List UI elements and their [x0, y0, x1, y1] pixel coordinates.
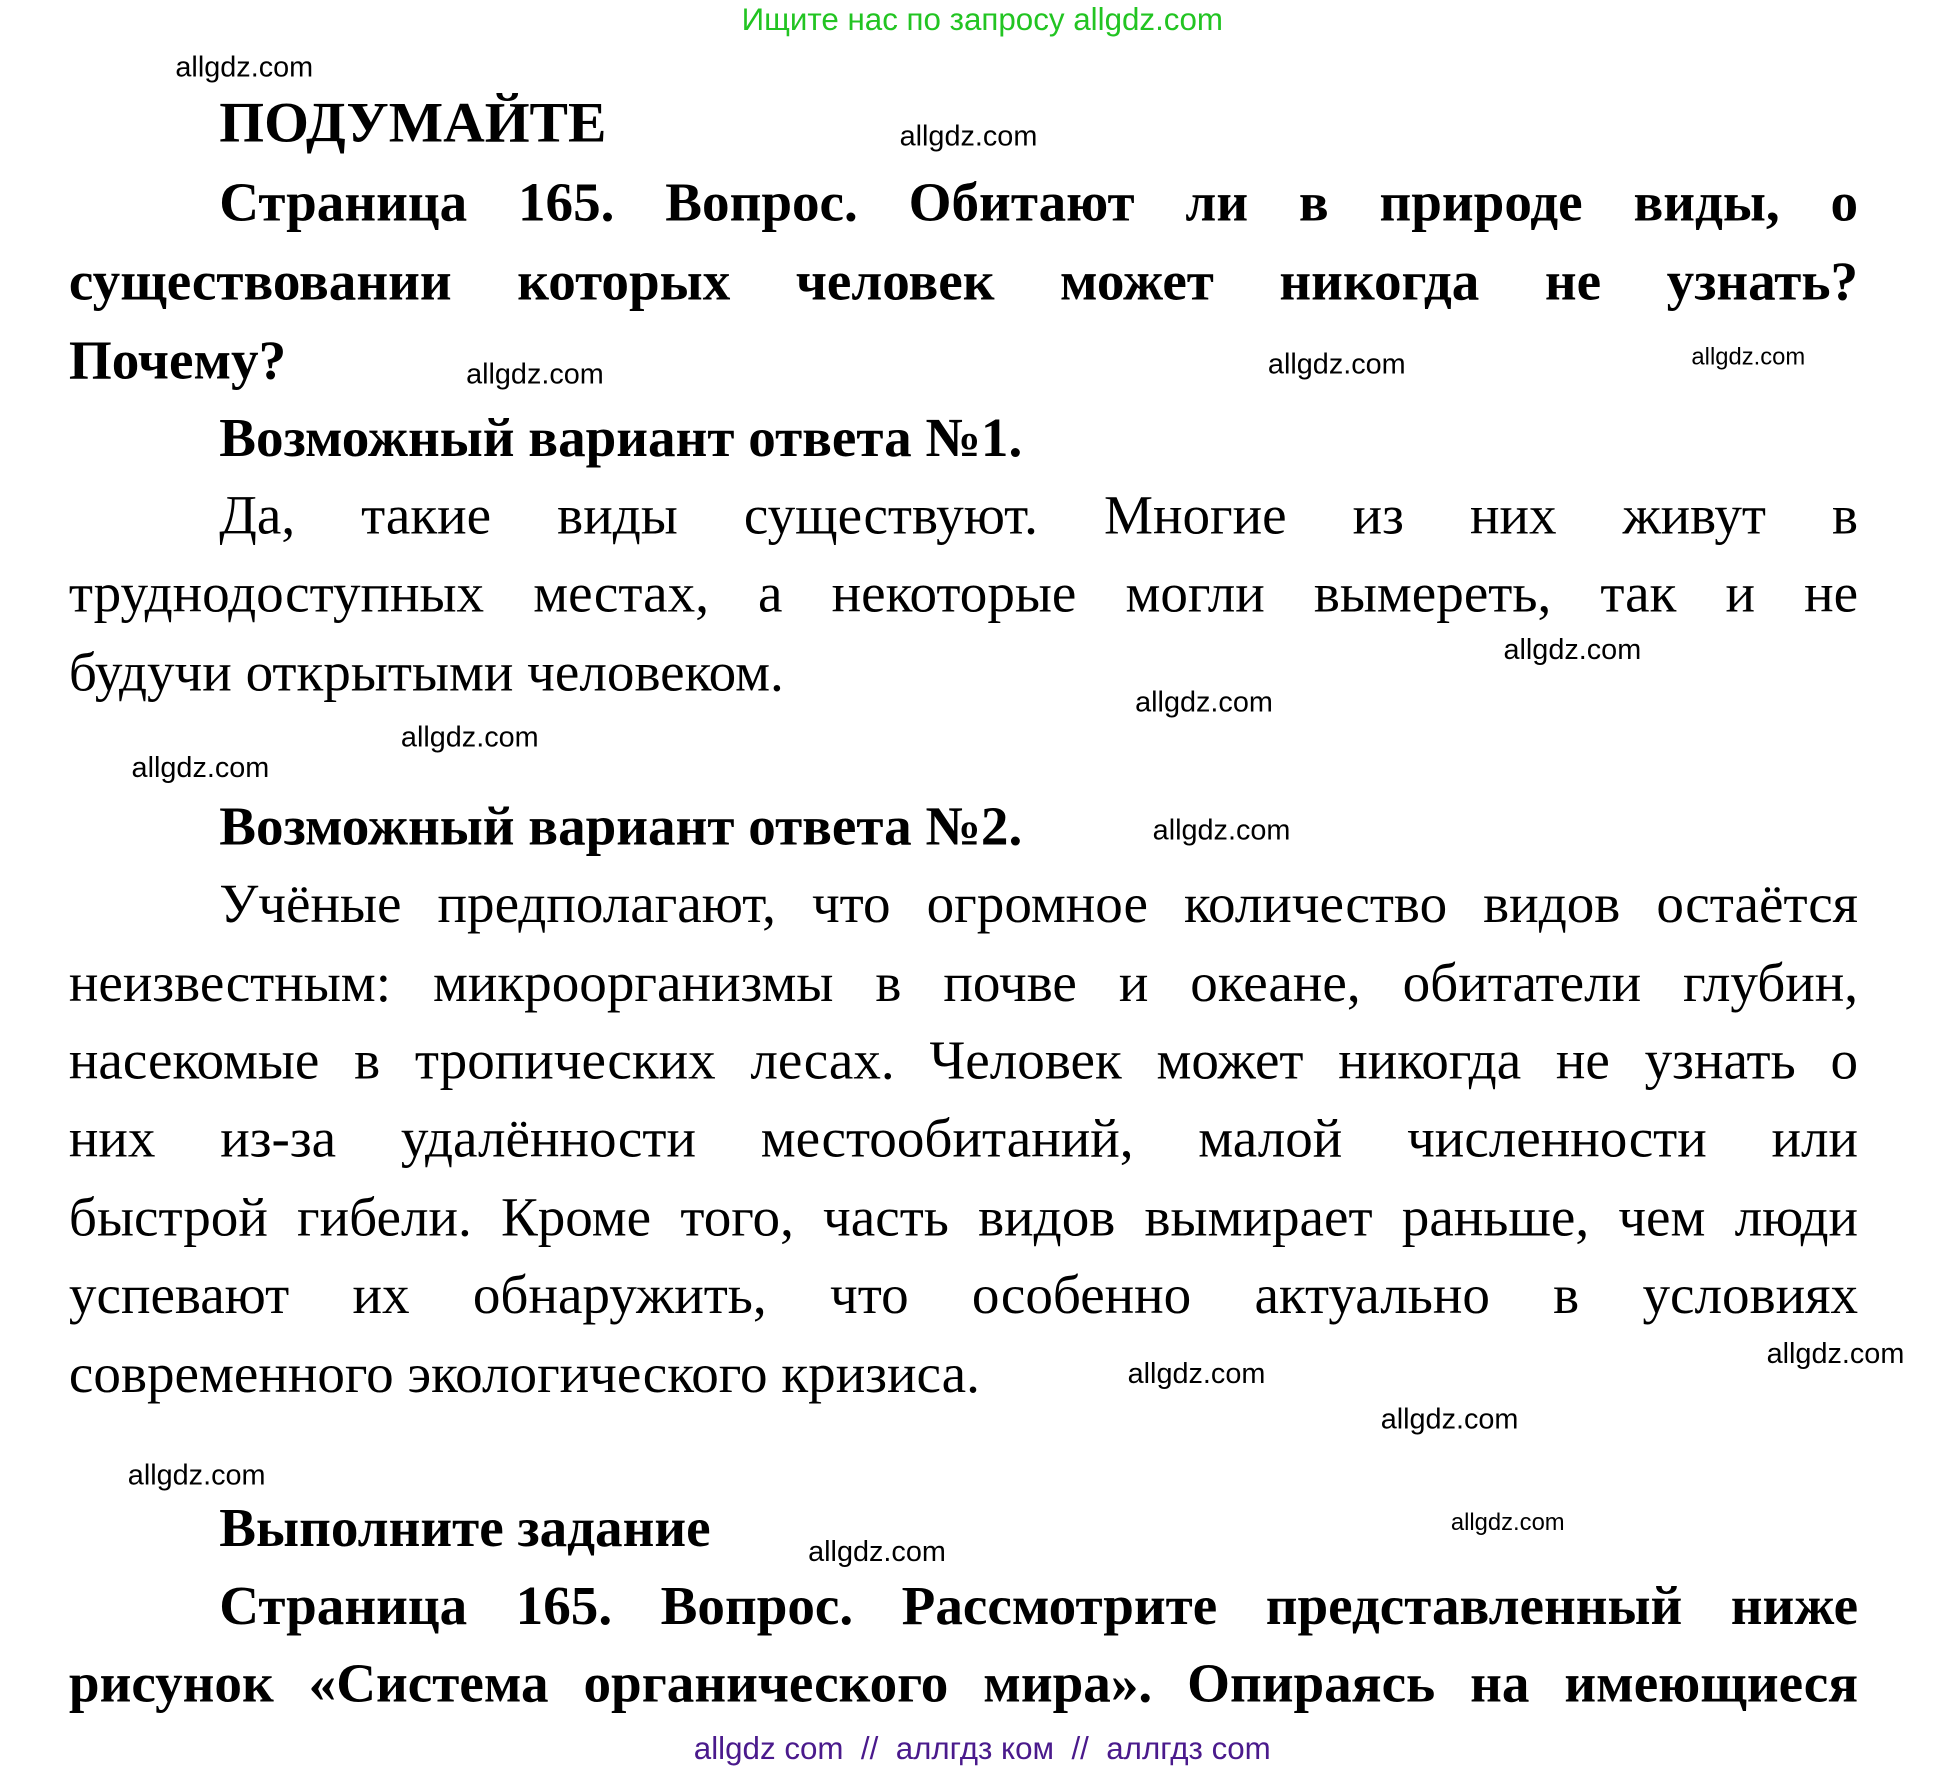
watermark: allgdz.com — [1450, 1509, 1565, 1537]
watermark: allgdz.com — [131, 750, 270, 784]
watermark: allgdz.com — [466, 357, 604, 390]
watermark: allgdz.com — [1380, 1401, 1519, 1435]
answer-line: Учёные предполагают, что огромное количество видов остаётся — [219, 873, 1859, 935]
answer1-heading: Возможный вариант ответа №1. — [219, 407, 1023, 469]
watermark: allgdz.com — [1152, 813, 1291, 846]
answer-line: успевают их обнаружить, что особенно актуально в условиях — [68, 1264, 1859, 1326]
answer-line: Да, такие виды существуют. Многие из них живут в — [219, 484, 1859, 547]
answer2-heading: Возможный вариант ответа №2. — [219, 795, 1023, 857]
answer-line: будучи открытыми человеком. — [68, 641, 784, 703]
question-line: рисунок «Система органического мира». Опираясь на имеющиеся — [68, 1652, 1859, 1714]
question-line: существовании которых человек может никогда не узнать? — [68, 250, 1859, 312]
watermark: allgdz.com — [1503, 632, 1642, 666]
watermark: allgdz.com — [1127, 1356, 1266, 1390]
watermark: allgdz.com — [1691, 344, 1806, 371]
question-line: Страница 165. Вопрос. Обитают ли в природе виды, о — [219, 171, 1859, 234]
section-heading-task: Выполните задание — [219, 1497, 711, 1559]
watermark: allgdz.com — [127, 1458, 266, 1491]
answer-line: быстрой гибели. Кроме того, часть видов вымирает раньше, чем люди — [68, 1186, 1859, 1248]
answer-line: насекомые в тропических лесах. Человек может никогда не узнать о — [68, 1029, 1859, 1092]
answer-line: неизвестным: микроорганизмы в почве и океане, обитатели глубин, — [68, 952, 1859, 1014]
watermark: allgdz.com — [175, 50, 314, 83]
answer-line: современного экологического кризиса. — [68, 1343, 980, 1405]
header-promo: Ищите нас по запросу allgdz.com — [741, 2, 1223, 38]
footer-promo: allgdz com // аллгдз ком // аллгдз com — [693, 1731, 1271, 1767]
answer-line: труднодоступных местах, а некоторые могли вымереть, так и не — [68, 562, 1859, 624]
watermark: allgdz.com — [808, 1534, 946, 1568]
question-line: Почему? — [68, 329, 287, 391]
watermark: allgdz.com — [1766, 1336, 1905, 1370]
section-heading-think: ПОДУМАЙТЕ — [219, 90, 607, 155]
question-line: Страница 165. Вопрос. Рассмотрите представленный ниже — [219, 1574, 1859, 1637]
watermark: allgdz.com — [1135, 685, 1273, 718]
answer-line: них из-за удалённости местообитаний, малой численности или — [68, 1107, 1859, 1169]
watermark: allgdz.com — [1267, 347, 1406, 380]
watermark: allgdz.com — [899, 119, 1038, 152]
watermark: allgdz.com — [400, 720, 539, 753]
